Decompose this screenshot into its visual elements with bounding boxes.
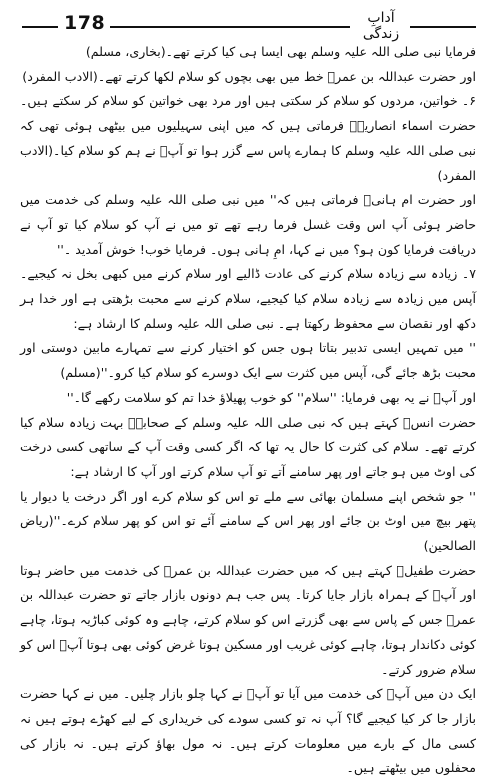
header-rule-left — [22, 26, 58, 28]
page-body — [20, 40, 476, 776]
paragraph: حضرت انسؓ کہتے ہیں کہ نبی صلی اللہ علیہ وسلم کے صحابہؓ بہت زیادہ سلام کیا کرتے تھے۔ سلام کی کثرت کا حال یہ تھا کہ اگر کسی وقت آپ کے ساتھی کسی درخت کی اوٹ میں ہو جاتے اور پھر سامنے آتے تو آپ سلام کرتے اور آپ کا ارشاد ہے: — [20, 414, 476, 479]
book-title: آدابِ زندگی — [362, 10, 400, 42]
paragraph: فرمایا نبی صلی اللہ علیہ وسلم بھی ایسا ہی کیا کرتے تھے۔(بخاری، مسلم) — [85, 44, 476, 59]
paragraph: اور حضرت عبداللہ بن عمرؓ خط میں بھی بچوں کو سلام لکھا کرتے تھے۔(الادب المفرد) — [22, 68, 476, 84]
page-number: 178 — [64, 12, 106, 34]
paragraph: ۶۔ خواتین، مردوں کو سلام کر سکتی ہیں اور مرد بھی خواتین کو سلام کر سکتے ہیں۔ حضرت اسماء انصاریہؓ فرماتی ہیں کہ میں اپنی سہیلیوں میں بیٹھی ہوئی تھی کہ نبی صلی اللہ علیہ وسلم کا ہمارے پاس سے گزر ہوا تو آپؐ نے ہم کو سلام کیا۔(الادب المفرد) — [20, 93, 476, 183]
paragraph: اور آپؐ نے یہ بھی فرمایا: ''سلام'' کو خوب پھیلاؤ خدا تم کو سلامت رکھے گا۔'' — [66, 389, 476, 405]
header-rule-right — [410, 26, 476, 28]
page-header — [0, 6, 494, 42]
paragraph: ایک دن میں آپؓ کی خدمت میں آیا تو آپؓ نے کہا چلو بازار چلیں۔ میں نے کہا حضرت بازار جا کر کیا کیجیے گا؟ آپ نہ تو کسی سودے کی خریداری کے لیے کھڑے ہوتے ہیں نہ کسی مال کے بارے میں معلومات کرتے ہیں۔ نہ مول بھاؤ کرتے ہیں۔ نہ بازار کی محفلوں میں بیٹھتے ہیں۔ — [20, 686, 476, 776]
header-rule-middle — [110, 26, 350, 28]
hadith-quote: '' جو شخص اپنے مسلمان بھائی سے ملے تو اس کو سلام کرے اور اگر درخت یا دیوار یا پتھر بیچ میں اوٹ بن جائے اور پھر اس کے سامنے آئے تو اس کو پھر سلام کرے۔''(ریاض الصالحین) — [20, 488, 476, 554]
paragraph: ۷۔ زیادہ سے زیادہ سلام کرنے کی عادت ڈالیے اور سلام کرنے میں کبھی بخل نہ کیجیے۔ آپس میں زیادہ سے زیادہ سلام کیا کیجیے، سلام کرنے سے محبت بڑھتی ہے اور خدا ہر دکھ اور نقصان سے محفوظ رکھتا ہے۔ نبی صلی اللہ علیہ وسلم کا ارشاد ہے: — [20, 266, 476, 331]
paragraph: اور حضرت ام ہانیؓ فرماتی ہیں کہ'' میں نبی صلی اللہ علیہ وسلم کی خدمت میں حاضر ہوئی آپ اس وقت غسل فرما رہے تھے تو میں نے آپ کو سلام کیا تو آپ نے دریافت فرمایا کون ہو؟ میں نے کہا، امِ ہانی ہوں۔ فرمایا خوب! خوش آمدید ۔'' — [20, 192, 476, 257]
paragraph: حضرت طفیلؒ کہتے ہیں کہ میں حضرت عبداللہ بن عمرؓ کی خدمت میں حاضر ہوتا اور آپؓ کے ہمراہ بازار جایا کرتا۔ پس جب ہم دونوں بازار جاتے تو حضرت عبداللہ بن عمرؓ جس کے پاس سے بھی گزرتے اس کو سلام کرتے، چاہے وہ کوئی کباڑیہ ہوتا، چاہے کوئی دکاندار ہوتا، چاہے کوئی غریب اور مسکین ہوتا غرض کوئی بھی ہوتا آپؓ اس کو سلام ضرور کرتے۔ — [20, 562, 476, 677]
hadith-quote: '' میں تمہیں ایسی تدبیر بتاتا ہوں جس کو اختیار کرنے سے تمہارے مابین دوستی اور محبت بڑھ جائے گی، آپس میں کثرت سے ایک دوسرے کو سلام کیا کرو۔''(مسلم) — [20, 340, 476, 381]
